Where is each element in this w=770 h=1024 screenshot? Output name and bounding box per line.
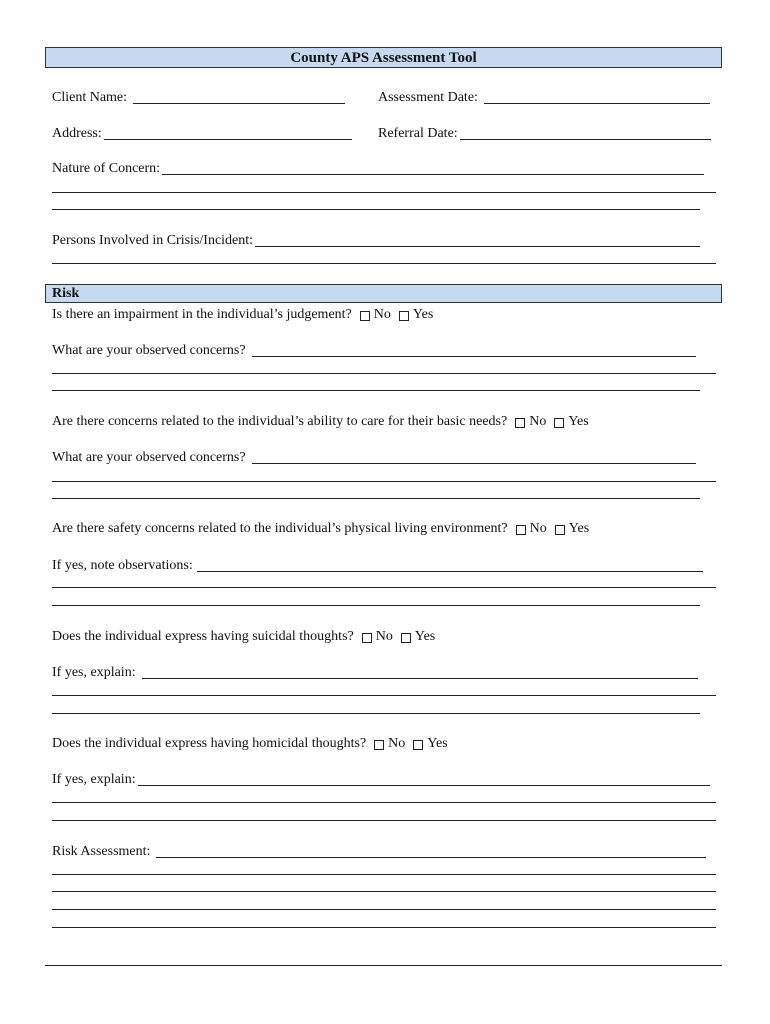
question-judgement-label: Is there an impairment in the individual’s judgement? [52, 307, 352, 322]
persons-involved-field[interactable] [255, 245, 700, 247]
living-environment-no-checkbox[interactable] [516, 525, 526, 535]
nature-of-concern-field[interactable] [162, 173, 704, 175]
referral-date-row [378, 124, 711, 142]
question-homicidal-label: Does the individual express having homicidal thoughts? [52, 736, 367, 751]
option-no-label: No [529, 414, 547, 429]
option-yes-label: Yes [412, 307, 434, 322]
suicidal-no-checkbox[interactable] [362, 633, 372, 643]
persons-involved-label: Persons Involved in Crisis/Incident: [52, 233, 254, 248]
suicidal-explain-line-3[interactable] [52, 713, 700, 714]
homicidal-explain-line-2[interactable] [52, 802, 716, 803]
basic-needs-yes-checkbox[interactable] [554, 418, 564, 428]
basic-needs-no-checkbox[interactable] [515, 418, 525, 428]
suicidal-explain-line-2[interactable] [52, 695, 716, 696]
nature-of-concern-label: Nature of Concern: [52, 161, 161, 176]
assessment-date-field[interactable] [484, 102, 710, 104]
question-living-environment [52, 519, 597, 537]
question-basic-needs [52, 412, 597, 430]
page-bottom-rule [45, 965, 722, 966]
risk-assessment-label: Risk Assessment: [52, 844, 151, 859]
option-yes-label: Yes [414, 629, 436, 644]
risk-assessment-row [52, 842, 706, 860]
judgement-concerns-line-3[interactable] [52, 390, 700, 391]
question-basic-needs-label: Are there concerns related to the individual’s ability to care for their basic needs? [52, 414, 508, 429]
option-no-label: No [529, 521, 547, 536]
living-environment-observations-field[interactable] [197, 570, 703, 572]
living-environment-yes-checkbox[interactable] [555, 525, 565, 535]
referral-date-label: Referral Date: [378, 126, 458, 141]
homicidal-explain-field[interactable] [138, 784, 710, 786]
judgement-no-checkbox[interactable] [360, 311, 370, 321]
risk-assessment-line-4[interactable] [52, 909, 716, 910]
client-name-row [52, 88, 345, 106]
basic-needs-concerns-line-2[interactable] [52, 481, 716, 482]
option-no-label: No [388, 736, 406, 751]
suicidal-yes-checkbox[interactable] [401, 633, 411, 643]
suicidal-explain-field[interactable] [142, 677, 698, 679]
basic-needs-concerns-row [52, 448, 696, 466]
suicidal-explain-row [52, 663, 698, 681]
living-environment-line-3[interactable] [52, 605, 700, 606]
question-homicidal [52, 734, 456, 752]
referral-date-field[interactable] [460, 138, 711, 140]
judgement-concerns-field[interactable] [252, 355, 696, 357]
assessment-date-label: Assessment Date: [378, 90, 478, 105]
homicidal-no-checkbox[interactable] [374, 740, 384, 750]
option-no-label: No [373, 307, 391, 322]
homicidal-explain-label: If yes, explain: [52, 772, 136, 787]
judgement-concerns-line-2[interactable] [52, 373, 716, 374]
question-living-environment-label: Are there safety concerns related to the individual’s physical living environment? [52, 521, 508, 536]
risk-assessment-line-3[interactable] [52, 891, 716, 892]
question-suicidal-label: Does the individual express having suicidal thoughts? [52, 629, 354, 644]
persons-involved-line-2[interactable] [52, 263, 716, 264]
basic-needs-concerns-line-3[interactable] [52, 498, 700, 499]
persons-involved-row [52, 231, 700, 249]
assessment-date-row [378, 88, 710, 106]
risk-assessment-line-5[interactable] [52, 927, 716, 928]
address-field[interactable] [104, 138, 352, 140]
nature-of-concern-line-2[interactable] [52, 192, 716, 193]
address-row [52, 124, 352, 142]
living-environment-line-2[interactable] [52, 587, 716, 588]
living-environment-observations-label: If yes, note observations: [52, 558, 193, 573]
risk-assessment-field[interactable] [156, 856, 706, 858]
address-label: Address: [52, 126, 102, 141]
judgement-concerns-row [52, 341, 696, 359]
nature-of-concern-row [52, 159, 704, 177]
risk-section-heading: Risk [45, 284, 722, 303]
question-judgement [52, 305, 441, 323]
risk-assessment-line-2[interactable] [52, 874, 716, 875]
basic-needs-concerns-field[interactable] [252, 462, 696, 464]
nature-of-concern-line-3[interactable] [52, 209, 700, 210]
homicidal-explain-line-3[interactable] [52, 820, 716, 821]
question-suicidal [52, 627, 443, 645]
homicidal-explain-row [52, 770, 710, 788]
judgement-concerns-label: What are your observed concerns? [52, 343, 246, 358]
option-yes-label: Yes [568, 414, 589, 429]
judgement-yes-checkbox[interactable] [399, 311, 409, 321]
living-environment-observations-row [52, 556, 703, 574]
form-title: County APS Assessment Tool [45, 47, 722, 68]
client-name-field[interactable] [133, 102, 345, 104]
basic-needs-concerns-label: What are your observed concerns? [52, 450, 246, 465]
option-yes-label: Yes [427, 736, 448, 751]
option-no-label: No [375, 629, 393, 644]
homicidal-yes-checkbox[interactable] [413, 740, 423, 750]
option-yes-label: Yes [568, 521, 590, 536]
client-name-label: Client Name: [52, 90, 128, 105]
suicidal-explain-label: If yes, explain: [52, 665, 136, 680]
